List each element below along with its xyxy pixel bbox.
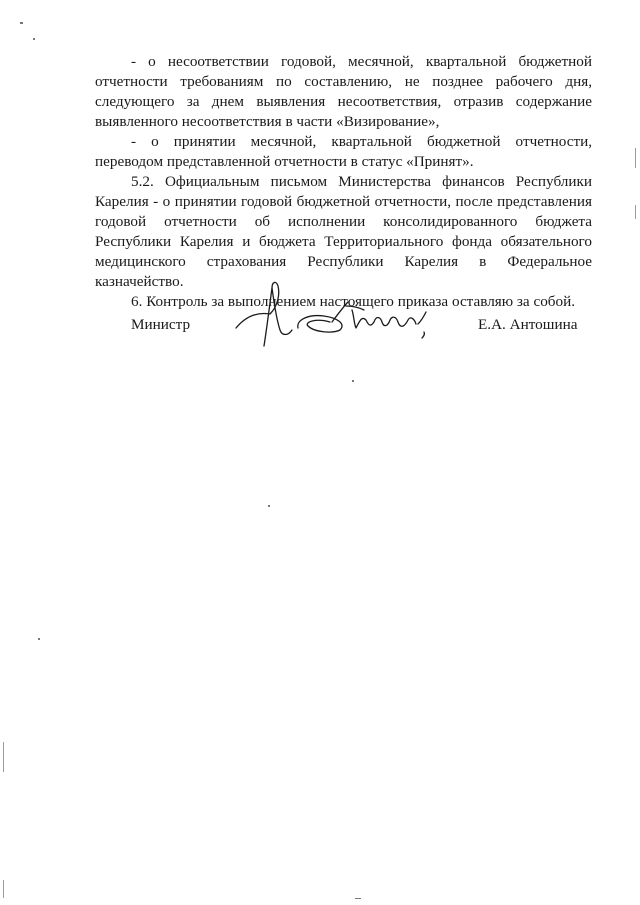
paragraph-5-2: 5.2. Официальным письмом Министерства финансов Республики Карелия - о принятии годовой бюджетной отчетности, после представления годовой отчетности об исполнении консолидированного бюджета Республики Карелия и бюджета Территориального фонда обязательного медицинского страхования Республики Карелия в Федеральное казначейство.	[95, 173, 592, 290]
signatory-title: Министр	[131, 316, 191, 333]
handwritten-signature	[228, 276, 438, 351]
paragraph-6: 6. Контроль за выполнением настоящего приказа оставляю за собой.	[131, 293, 576, 310]
paragraph-nonconformity: - о несоответствии годовой, месячной, квартальной бюджетной отчетности требованиям по составлению, не позднее рабочего дня, следующего за днем выявления несоответствия, отразив содержание выявленного несоответствия в части «Визирование»,	[95, 53, 592, 130]
signatory-name: Е.А. Антошина	[478, 316, 578, 333]
paragraph-acceptance: - о принятии месячной, квартальной бюджетной отчетности, переводом представленной отчетности в статус «Принят».	[95, 133, 592, 170]
